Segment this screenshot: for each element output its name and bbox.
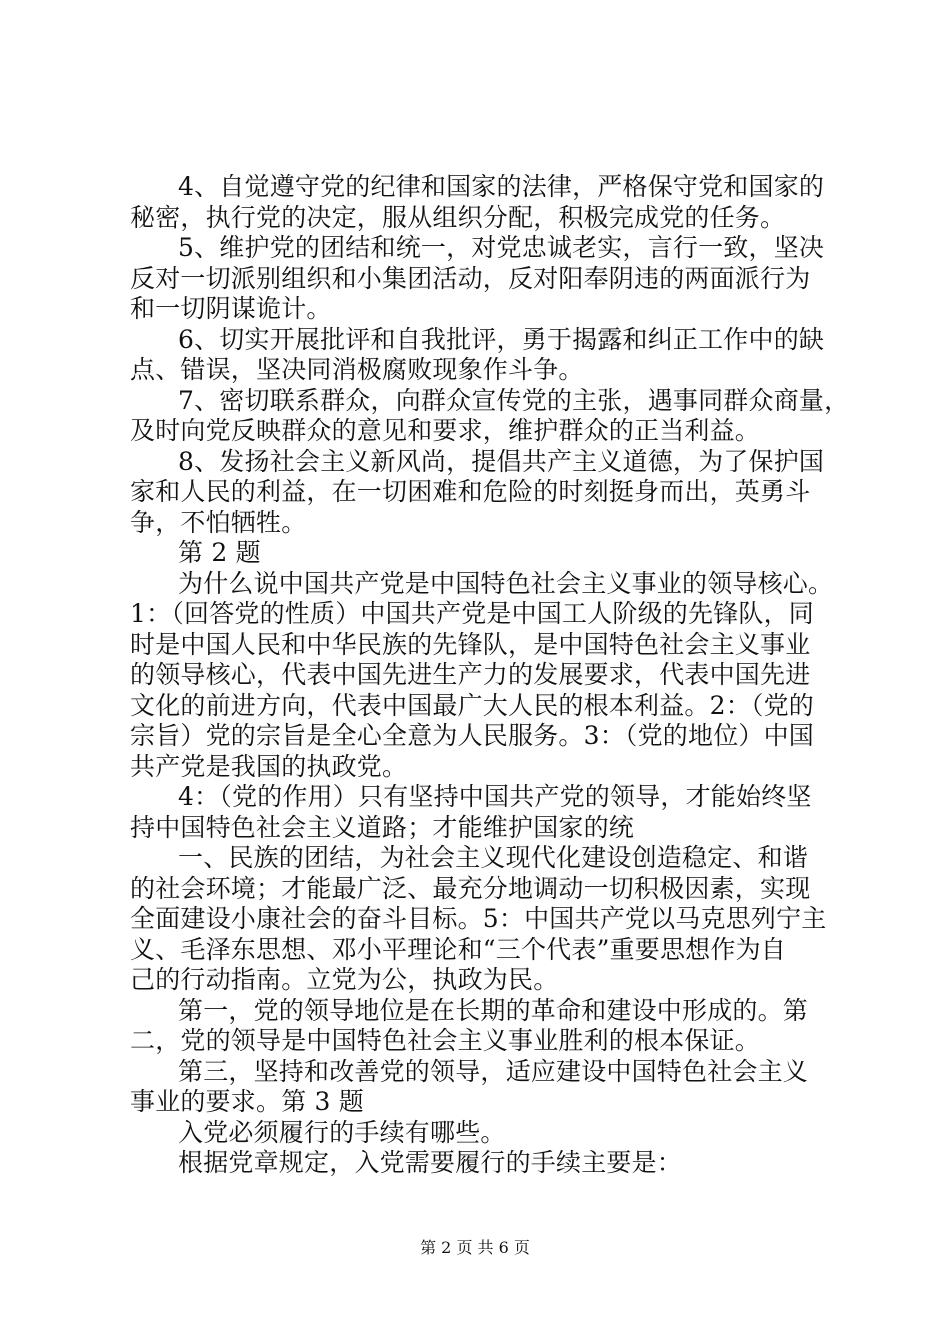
text-line: 7、密切联系群众，向群众宣传党的主张，遇事同群众商量， xyxy=(178,385,850,415)
document-body xyxy=(130,172,850,1179)
text-line: 持中国特色社会主义道路；才能维护国家的统 xyxy=(130,812,635,842)
text-line: 4、自觉遵守党的纪律和国家的法律，严格保守党和国家的 xyxy=(178,172,825,201)
text-line: 1：（回答党的性质）中国共产党是中国工人阶级的先锋队，同 xyxy=(130,599,815,628)
text-line: 的社会环境；才能最广泛、最充分地调动一切积极因素，实现 xyxy=(130,873,811,903)
text-line: 共产党是我国的执政党。 xyxy=(130,751,408,781)
text-line: 秘密，执行党的决定，服从组织分配，积极完成党的任务。 xyxy=(130,202,786,232)
text-line: 义、毛泽东思想、邓小平理论和“三个代表”重要思想作为自 xyxy=(130,934,786,964)
text-line: 入党必须履行的手续有哪些。 xyxy=(178,1117,506,1147)
text-line: 宗旨）党的宗旨是全心全意为人民服务。3：（党的地位）中国 xyxy=(130,721,815,750)
text-line: 全面建设小康社会的奋斗目标。5：中国共产党以马克思列宁主 xyxy=(130,904,827,933)
text-line: 家和人民的利益，在一切困难和危险的时刻挺身而出，英勇斗 xyxy=(130,477,811,506)
text-line: 争，不怕牺牲。 xyxy=(130,507,307,537)
text-line: 反对一切派别组织和小集团活动，反对阳奉阴违的两面派行为 xyxy=(130,263,811,293)
text-line: 5、维护党的团结和统一，对党忠诚老实，言行一致，坚决 xyxy=(178,233,825,262)
page-number-label: 第 2 页 共 6 页 xyxy=(420,1238,530,1257)
text-line: 第 2 题 xyxy=(178,538,261,567)
text-line: 根据党章规定，入党需要履行的手续主要是： xyxy=(178,1148,683,1177)
text-line: 为什么说中国共产党是中国特色社会主义事业的领导核心。 xyxy=(178,568,834,598)
text-line: 6、切实开展批评和自我批评，勇于揭露和纠正工作中的缺 xyxy=(178,324,825,354)
text-line: 和一切阴谋诡计。 xyxy=(130,294,332,323)
text-line: 己的行动指南。立党为公，执政为民。 xyxy=(130,965,559,994)
text-line: 第三，坚持和改善党的领导，适应建设中国特色社会主义 xyxy=(178,1056,809,1086)
text-line: 一、民族的团结，为社会主义现代化建设创造稳定、和谐 xyxy=(178,843,809,872)
text-line: 时是中国人民和中华民族的先锋队，是中国特色社会主义事业 xyxy=(130,629,811,659)
text-line: 及时向党反映群众的意见和要求，维护群众的正当利益。 xyxy=(130,416,761,445)
text-line: 8、发扬社会主义新风尚，提倡共产主义道德，为了保护国 xyxy=(178,446,825,476)
text-line: 的领导核心，代表中国先进生产力的发展要求，代表中国先进 xyxy=(130,660,811,689)
text-line: 文化的前进方向，代表中国最广大人民的根本利益。2：（党的 xyxy=(130,690,815,720)
text-line: 二，党的领导是中国特色社会主义事业胜利的根本保证。 xyxy=(130,1026,761,1055)
page-footer xyxy=(0,1238,950,1258)
text-line: 4：（党的作用）只有坚持中国共产党的领导，才能始终坚 xyxy=(178,782,812,811)
text-line: 事业的要求。第 3 题 xyxy=(130,1087,365,1116)
text-line: 点、错误，坚决同消极腐败现象作斗争。 xyxy=(130,355,584,384)
text-line: 第一，党的领导地位是在长期的革命和建设中形成的。第 xyxy=(178,995,809,1025)
